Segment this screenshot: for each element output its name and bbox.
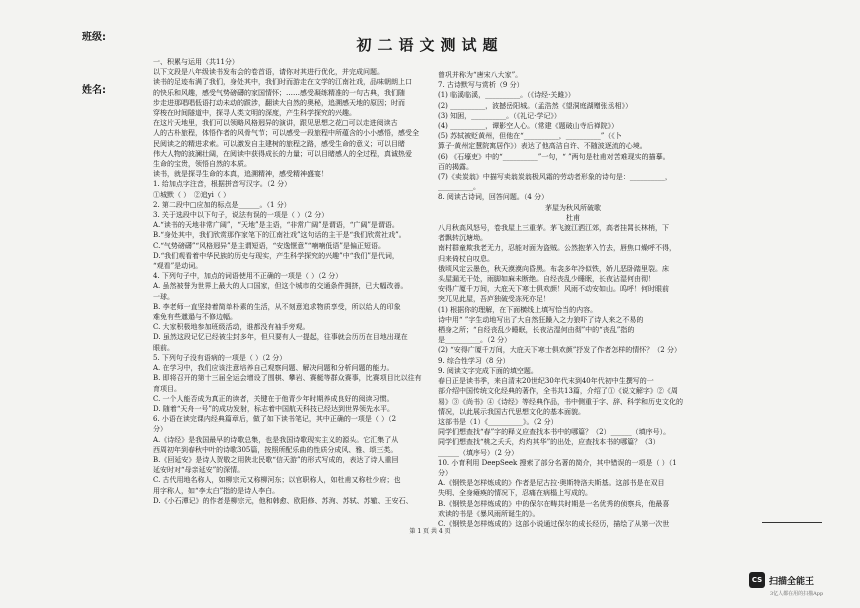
text-line: B.《回延安》是诗人贺敬之用陕北民歌“信天游”的形式写成的，表达了诗人重回: [153, 455, 399, 464]
text-line: (1) 临溪临溪，__________。（《诗经·关雎》）: [438, 91, 575, 100]
text-line: 情况，以此展示我国古代思想文化的基本面貌。: [438, 407, 585, 416]
text-line: D. 虽然这段记忆已经被尘封多年，但只要有人一提起，往事就会历历在目地出现在: [153, 333, 408, 342]
text-line: __________。: [438, 183, 480, 192]
text-line: 是__________。（2 分）: [438, 336, 512, 345]
text-line: 生命的宝贵，领悟自然的本质。: [153, 160, 251, 169]
text-line: 杜甫: [566, 213, 580, 222]
text-line: (1) 根据你的理解，在下面横线上填写恰当的内容。: [438, 305, 598, 314]
text-line: 延安时对“母亲延安”的深情。: [153, 466, 245, 475]
text-line: ①城默（ ） ②追yi（ ）: [153, 190, 231, 199]
text-line: 一、积累与运用（共11分）: [153, 58, 239, 66]
text-line: B.“身处其中，我们欣赏那作家笔下的江南社戏”这句话的主干是“我们欣赏社戏”。: [153, 231, 406, 240]
text-line: 头屋漏无干处，雨脚如麻未断绝。自经丧乱少睡眠，长夜沾湿何由彻！: [438, 275, 655, 284]
text-line: C. 大家积极地参加班级活动，谁都没有袖手旁观。: [153, 323, 310, 332]
text-line: 曾巩并称为“唐宋八大家”。: [438, 71, 523, 79]
text-line: 5. 下列句子没有语病的一项是（ ）（2 分）: [153, 353, 287, 362]
text-line: 算子·黄州定慧院寓居作》）表达了他高洁自许、不随波逐流的心境。: [438, 142, 647, 151]
text-line: C. 古代用地名称人，如柳宗元又称柳河东；以官职称人，如杜甫又称杜少府；也: [153, 476, 401, 485]
text-line: (4) __________，谭影空人心。（常建《题破山寺后禅院》）: [438, 122, 619, 131]
text-line: 用字称人，如“李太白”指的是诗人李白。: [153, 486, 280, 495]
text-line: 步走进那唱唱低语打动未动的跋涉，翻读大自然的奥秘，追溯感天地的原因；时而: [153, 98, 405, 107]
text-line: 9. 阅读文字完成下面的填空题。: [438, 366, 538, 375]
text-line: 4. 下列句子中，加点的词语使用不正确的一项是（ ）（2 分）: [153, 272, 343, 281]
text-line: A.“读书的天地非常广阔”，“天地”是主语，“非常广阔”是谓语，“广阔”是谓语。: [153, 221, 399, 230]
text-line: 八月秋高风怒号，卷我屋上三重茅。茅飞渡江洒江郊，高者挂罥长林梢，下: [438, 224, 669, 233]
text-line: 这部书是（1）《__________》。（2 分）: [438, 417, 558, 426]
text-line: B. 李老师一直坚持着简单朴素的生活，从不刻意追求物质享受，所以给人的印象: [153, 302, 401, 311]
text-line: 同学们想查找“春”字的释义应查找本书中的哪篇？（2）______（填序号）。: [438, 428, 671, 437]
text-line: 6. 小语在读完课内经典篇章后，做了如下读书笔记，其中正确的一项是（ ）（2: [153, 415, 397, 424]
class-label: 班级:: [82, 32, 106, 43]
text-line: 以下文段是八年级读书发布会的卷首语，请你对其进行优化，并完成问题。: [153, 68, 384, 77]
text-line: 失明、全身瘫痪的情况下，忍痛在病榻上写成的。: [438, 489, 592, 498]
text-line: 8. 阅读古诗词，回答问题。（4 分）: [438, 193, 549, 202]
scanner-badge-subtitle: 3亿人都在用的扫描App: [770, 591, 824, 597]
text-line: A.《诗经》是我国最早的诗歌总集，也是我国诗歌现实主义的源头。它汇集了从: [153, 435, 399, 444]
text-line: 一球。: [153, 292, 174, 301]
page-title: 初二语文测试题: [356, 36, 504, 54]
text-line: 10. 小育利用 DeepSeek 搜索了部分名著的简介，其中错误的一项是（ ）（1: [438, 458, 677, 467]
text-line: 9. 综合性学习（8 分）: [438, 356, 510, 365]
text-line: A. 在学习中，我们应该注意培养自己观察问题、解决问题和分析问题的能力。: [153, 364, 394, 373]
text-line: 百的揭露。: [438, 162, 473, 171]
text-line: A. 虽然被誉为世界上最大的人口国家，但这个城市的交通条件拥挤，已大幅改善。: [153, 282, 408, 291]
text-line: C. 一个人能否成为真正的读者，关键在于他青少年时期养成良好的阅读习惯。: [153, 394, 394, 403]
text-line: 西周初年到春秋中叶的诗歌305篇，按照所配乐曲的性质分成风、雅、颂三类。: [153, 445, 398, 454]
text-line: 在这片天地里，我们可以领略风格迥异的演讲，跟见思想之花□可以走进阅读古: [153, 119, 398, 128]
text-line: 归来倚杖自叹息。: [438, 254, 494, 263]
scanner-badge: [749, 572, 814, 588]
camscanner-logo-icon: CS: [749, 572, 765, 588]
text-line: 茅屋为秋风所破歌: [545, 203, 601, 212]
text-line: 的快乐和风趣，感受气势磅礴的家国情怀；……感受凝练精准的一句古典，我们随: [153, 88, 405, 97]
text-line: 春日正是读书季，来自清末20世纪30年代末到40年代初中生撰写的一: [438, 377, 654, 386]
text-line: B. 即将召开的第十三届全运会增设了围棋、攀岩、赛艇等群众赛事，比赛项目比以往有: [153, 374, 422, 383]
text-line: 南村群童欺我老无力，忍能对面为盗贼。公然抱茅入竹去，唇焦口燥呼不得，: [438, 244, 676, 253]
text-line: D.《小石潭记》的作者是柳宗元，他和韩愈、欧阳修、苏洵、苏轼、苏辙、王安石、: [153, 496, 413, 505]
left-column: [153, 57, 428, 506]
text-line: 育项目。: [153, 384, 181, 393]
text-line: B.《钢铁是怎样炼成的》中的保尔在畴共时期是一名优秀的侦察兵，他最喜: [438, 499, 670, 508]
text-line: 1. 给加点字注音，根据拼音写汉字。（2 分）: [153, 180, 292, 189]
text-line: 穿梭在时间隧道中，探寻人类文明的深度，产生科学探究的兴趣。: [153, 109, 356, 118]
text-line: 俄顷风定云墨色，秋天漠漠向昏黑。布衾多年冷似铁，娇儿恶卧踏里裂。床: [438, 264, 669, 273]
text-line: ______（填序号）（2 分）: [438, 448, 519, 457]
right-column: [438, 70, 708, 529]
text-line: (6) 《石壕吏》中的“__________”一句，“ ”两句是杜甫对苦难现实的描摹。: [438, 152, 670, 161]
text-line: A.《钢铁是怎样炼成的》作者是尼古拉·奥斯特洛夫斯基。这部书是在双目: [438, 479, 665, 488]
text-line: D.“我们观看着中华民族的历史与现实，产生科学探究的兴趣”中“我们”是代词，: [153, 251, 399, 260]
text-line: 分）: [153, 425, 167, 434]
text-line: C.《钢铁是怎样炼成的》这部小说通过保尔的成长经历，描绘了从第一次世: [438, 519, 670, 528]
divider: [762, 522, 822, 523]
text-line: 2. 第二段中□应加的标点是______。（1 分）: [153, 200, 291, 209]
name-label: 姓名:: [82, 85, 106, 96]
text-line: 分）: [438, 468, 452, 477]
text-line: C.“气势磅礴”“风格迥异”是主谓短语，“安逸惬意”“喃喃低语”是偏正短语。: [153, 241, 385, 250]
text-line: (2) “安得广厦千万间，大庇天下寒士俱欢颜”抒发了作者怎样的情怀？（2 分）: [438, 346, 681, 355]
text-line: 7. 古诗默写与赏析（9 分）: [438, 81, 524, 90]
text-line: 诗中用“ ”字生动地写出了大自然狂躁入之力狼吓了诗人来之不易的: [438, 315, 644, 324]
text-line: 民阅读之的精进求索。可以激发自主建树的旅程之路，感受生命的意义；可以目睹: [153, 139, 405, 148]
text-line: D. 随着“天舟一号”的成功发射，标志着中国航天科技已经达到世界领先水平。: [153, 404, 394, 413]
text-line: “观看”是动词。: [153, 262, 203, 271]
text-line: (5) 苏轼被贬黄州，但他在“__________，__________”（《卜: [438, 132, 622, 141]
text-line: (2) __________，波撼岳阳城。（孟浩然《望洞庭湖赠张丞相》）: [438, 101, 633, 110]
page-footer: 第 1 页 共 4 页: [409, 528, 451, 535]
text-line: 者飘转沉塘坳。: [438, 234, 487, 243]
text-line: 伟大人物的波澜壮阔，在阅读中获得成长的力量；可以目睹感人的全过程，真诚热爱: [153, 149, 412, 158]
text-line: 3. 关于选段中以下句子，说法有误的一项是（ ）（2 分）: [153, 211, 329, 220]
text-line: 读书的足迹布满了我们，身处其中，我们时而游走在文学的江南社戏，品味朝朗上口: [153, 78, 412, 87]
text-line: 读书，就是探寻生命的本真，追溯精神，感受精神盛宴！: [153, 170, 328, 179]
text-line: 眼前。: [153, 343, 174, 352]
scanner-badge-name: 扫描全能王: [769, 576, 815, 587]
text-line: (7)《卖炭翁》中描写卖翁炭翁极风霜的劳动者形象的诗句是：__________，: [438, 173, 672, 182]
text-line: 栖身之所；“自经丧乱少睡眠，长夜沾湿何由彻”中的“丧乱”指的: [438, 326, 635, 335]
text-line: 人的古朴旅程，体悟作者的风骨气节；可以感受一段旅程中所蕴含的小小感悟，感受全: [153, 129, 419, 138]
text-line: 突兀见此屋，吾庐独破受冻死亦足！: [438, 295, 550, 304]
text-line: 易》③《尚书》④《诗经》等经典作品，书中侧重于字、辞、科学和历史文化的: [438, 397, 683, 406]
text-line: 部介绍中国传统文化经典的著作，全书共13篇，介绍了①《说文解字》②《周: [438, 387, 678, 396]
text-line: (3) 知困，__________。（《礼记·学记》）: [438, 111, 561, 120]
text-line: 欢读的书是《暴风雨所诞生的》。: [438, 509, 540, 518]
text-line: 同学们想查找“桃之夭夭，灼灼其华”的出处，应查找本书的哪篇？（3）: [438, 438, 660, 447]
text-line: 难免有些邋遢与不修边幅。: [153, 313, 237, 322]
text-line: 安得广厦千万间，大庇天下寒士俱欢颜！风雨不动安如山。呜呼！何时眼前: [438, 285, 669, 294]
